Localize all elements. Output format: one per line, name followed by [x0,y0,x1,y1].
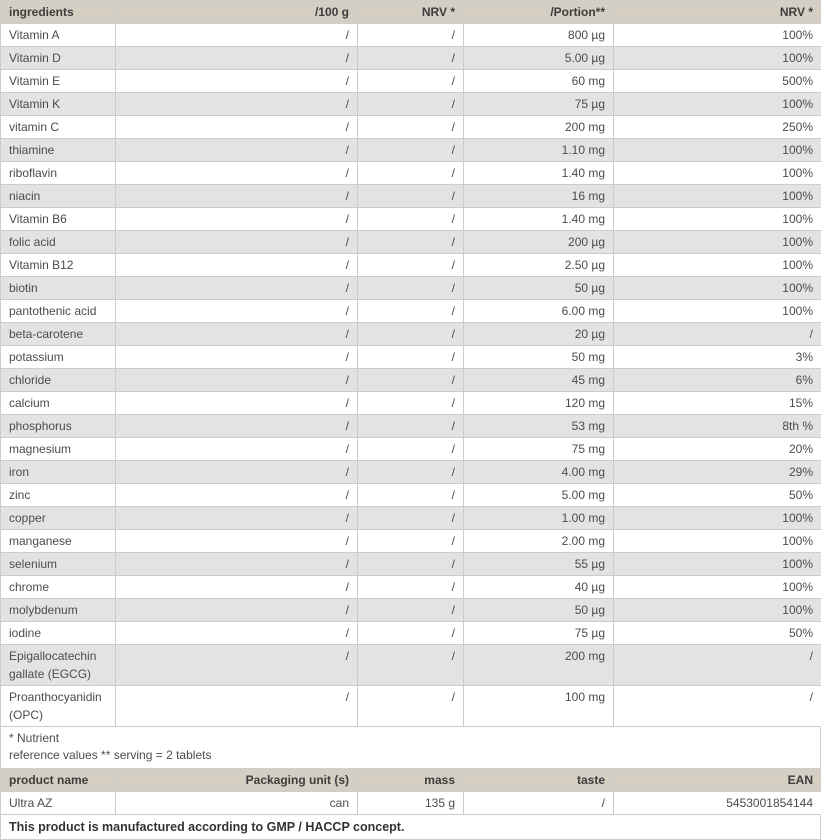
cell-nrv-100g: / [358,415,464,438]
cell-name: beta-carotene [1,323,116,346]
cell-nrv-portion: 50% [614,484,821,507]
cell-per-portion: 800 µg [464,24,614,47]
cell-nrv-100g: / [358,553,464,576]
cell-name: Vitamin K [1,93,116,116]
cell-nrv-100g: / [358,599,464,622]
cell-nrv-100g: / [358,438,464,461]
cell-name: manganese [1,530,116,553]
cell-per-100g: / [116,507,358,530]
cell-nrv-portion: 8th % [614,415,821,438]
cell-taste: / [464,792,614,815]
cell-name: iodine [1,622,116,645]
cell-per-portion: 1.40 mg [464,162,614,185]
cell-nrv-portion: 100% [614,185,821,208]
cell-per-portion: 200 µg [464,231,614,254]
cell-nrv-100g: / [358,47,464,70]
cell-name: Epigallocatechin gallate (EGCG) [1,645,116,686]
cell-name: Vitamin D [1,47,116,70]
cell-nrv-portion: 100% [614,507,821,530]
cell-name: folic acid [1,231,116,254]
cell-per-portion: 4.00 mg [464,461,614,484]
cell-nrv-100g: / [358,300,464,323]
cell-name: potassium [1,346,116,369]
cell-per-100g: / [116,346,358,369]
cell-per-100g: / [116,686,358,727]
table-row [1,530,821,553]
cell-name: chloride [1,369,116,392]
cell-per-portion: 1.10 mg [464,139,614,162]
table-row [1,599,821,622]
cell-per-100g: / [116,162,358,185]
cell-per-100g: / [116,300,358,323]
cell-name: selenium [1,553,116,576]
cell-per-portion: 100 mg [464,686,614,727]
cell-per-portion: 2.50 µg [464,254,614,277]
cell-nrv-portion: 100% [614,300,821,323]
cell-name: zinc [1,484,116,507]
manufacturing-note: This product is manufactured according to GMP / HACCP concept. [0,815,821,840]
col-header-packaging-unit: Packaging unit (s) [116,769,358,792]
cell-per-100g: / [116,231,358,254]
table-row [1,622,821,645]
cell-name: magnesium [1,438,116,461]
cell-name: Vitamin A [1,24,116,47]
table-row [1,231,821,254]
cell-nrv-portion: 100% [614,576,821,599]
cell-nrv-100g: / [358,254,464,277]
cell-name: Vitamin B6 [1,208,116,231]
cell-nrv-portion: 250% [614,116,821,139]
table-row [1,576,821,599]
table-row [1,254,821,277]
cell-nrv-portion: 50% [614,622,821,645]
cell-nrv-portion: 100% [614,530,821,553]
cell-per-portion: 45 mg [464,369,614,392]
cell-per-portion: 20 µg [464,323,614,346]
cell-nrv-100g: / [358,323,464,346]
cell-per-100g: / [116,70,358,93]
cell-per-portion: 200 mg [464,116,614,139]
cell-per-portion: 50 mg [464,346,614,369]
table-row [1,47,821,70]
cell-nrv-100g: / [358,93,464,116]
ingredients-table-header [1,1,821,24]
col-header-per-portion: /Portion** [464,1,614,24]
cell-nrv-100g: / [358,645,464,686]
cell-nrv-100g: / [358,686,464,727]
cell-name: pantothenic acid [1,300,116,323]
cell-nrv-portion: 3% [614,346,821,369]
cell-per-100g: / [116,415,358,438]
table-row [1,139,821,162]
cell-nrv-100g: / [358,231,464,254]
cell-name: thiamine [1,139,116,162]
col-header-mass: mass [358,769,464,792]
cell-per-portion: 75 mg [464,438,614,461]
table-row [1,208,821,231]
cell-nrv-portion: 100% [614,277,821,300]
cell-per-portion: 60 mg [464,70,614,93]
cell-per-portion: 1.40 mg [464,208,614,231]
cell-per-portion: 40 µg [464,576,614,599]
cell-per-portion: 6.00 mg [464,300,614,323]
cell-per-100g: / [116,185,358,208]
cell-mass: 135 g [358,792,464,815]
table-row [1,484,821,507]
cell-nrv-100g: / [358,185,464,208]
table-row [1,553,821,576]
cell-per-portion: 75 µg [464,93,614,116]
table-row [1,185,821,208]
cell-name: biotin [1,277,116,300]
cell-per-100g: / [116,576,358,599]
cell-per-100g: / [116,139,358,162]
cell-nrv-portion: 100% [614,208,821,231]
table-row [1,70,821,93]
cell-nrv-100g: / [358,392,464,415]
cell-nrv-portion: 100% [614,162,821,185]
cell-per-100g: / [116,599,358,622]
cell-per-portion: 120 mg [464,392,614,415]
cell-name: niacin [1,185,116,208]
cell-per-portion: 16 mg [464,185,614,208]
cell-per-portion: 200 mg [464,645,614,686]
cell-per-100g: / [116,323,358,346]
product-table-body [1,792,821,815]
cell-product-name: Ultra AZ [1,792,116,815]
cell-name: phosphorus [1,415,116,438]
cell-nrv-portion: 20% [614,438,821,461]
cell-ean: 5453001854144 [614,792,821,815]
table-row [1,346,821,369]
cell-per-100g: / [116,254,358,277]
table-row [1,686,821,727]
cell-nrv-100g: / [358,116,464,139]
table-row [1,277,821,300]
col-header-per-100g: /100 g [116,1,358,24]
cell-nrv-portion: 100% [614,254,821,277]
product-table [0,768,821,815]
table-row [1,392,821,415]
cell-name: calcium [1,392,116,415]
cell-per-100g: / [116,277,358,300]
cell-name: chrome [1,576,116,599]
cell-per-100g: / [116,392,358,415]
cell-per-100g: / [116,530,358,553]
cell-per-portion: 2.00 mg [464,530,614,553]
cell-per-portion: 55 µg [464,553,614,576]
header-row [1,769,821,792]
cell-nrv-100g: / [358,70,464,93]
cell-name: copper [1,507,116,530]
cell-nrv-100g: / [358,24,464,47]
cell-nrv-100g: / [358,484,464,507]
cell-name: Vitamin E [1,70,116,93]
cell-nrv-100g: / [358,461,464,484]
col-header-nrv-100g: NRV * [358,1,464,24]
cell-nrv-portion: / [614,323,821,346]
footnote [0,727,821,768]
product-table-header [1,769,821,792]
table-row [1,323,821,346]
cell-per-100g: / [116,645,358,686]
cell-per-100g: / [116,47,358,70]
cell-nrv-100g: / [358,507,464,530]
footnote-line-2: reference values ** serving = 2 tablets [9,747,812,764]
cell-name: Proanthocyanidin (OPC) [1,686,116,727]
header-row [1,1,821,24]
col-header-ean: EAN [614,769,821,792]
cell-per-portion: 50 µg [464,599,614,622]
cell-nrv-portion: 100% [614,231,821,254]
cell-nrv-portion: 29% [614,461,821,484]
cell-nrv-portion: 100% [614,139,821,162]
table-row [1,415,821,438]
cell-per-100g: / [116,484,358,507]
col-header-ingredients: ingredients [1,1,116,24]
cell-nrv-portion: / [614,645,821,686]
cell-per-100g: / [116,93,358,116]
cell-nrv-100g: / [358,139,464,162]
col-header-product-name: product name [1,769,116,792]
table-row [1,461,821,484]
cell-name: molybdenum [1,599,116,622]
col-header-nrv-portion: NRV * [614,1,821,24]
cell-per-100g: / [116,553,358,576]
table-row [1,438,821,461]
cell-per-100g: / [116,438,358,461]
cell-nrv-100g: / [358,622,464,645]
cell-nrv-portion: 100% [614,93,821,116]
cell-nrv-portion: / [614,686,821,727]
table-row [1,369,821,392]
cell-nrv-100g: / [358,346,464,369]
cell-nrv-100g: / [358,369,464,392]
ingredients-table-body [1,24,821,727]
cell-nrv-100g: / [358,208,464,231]
cell-name: Vitamin B12 [1,254,116,277]
cell-per-100g: / [116,369,358,392]
cell-nrv-portion: 100% [614,47,821,70]
cell-nrv-portion: 500% [614,70,821,93]
cell-per-portion: 1.00 mg [464,507,614,530]
table-row [1,507,821,530]
cell-nrv-100g: / [358,162,464,185]
cell-per-portion: 50 µg [464,277,614,300]
cell-name: riboflavin [1,162,116,185]
cell-name: vitamin C [1,116,116,139]
table-row [1,162,821,185]
cell-nrv-portion: 100% [614,24,821,47]
cell-packaging-unit: can [116,792,358,815]
cell-per-100g: / [116,116,358,139]
cell-nrv-100g: / [358,277,464,300]
cell-per-portion: 5.00 µg [464,47,614,70]
cell-nrv-100g: / [358,530,464,553]
table-row [1,93,821,116]
cell-per-100g: / [116,461,358,484]
cell-name: iron [1,461,116,484]
cell-per-100g: / [116,208,358,231]
table-row [1,792,821,815]
table-row [1,645,821,686]
footnote-line-1: * Nutrient [9,730,812,747]
cell-per-portion: 53 mg [464,415,614,438]
cell-per-portion: 75 µg [464,622,614,645]
table-row [1,116,821,139]
cell-nrv-100g: / [358,576,464,599]
cell-nrv-portion: 6% [614,369,821,392]
cell-per-portion: 5.00 mg [464,484,614,507]
cell-nrv-portion: 100% [614,553,821,576]
col-header-taste: taste [464,769,614,792]
cell-nrv-portion: 15% [614,392,821,415]
cell-per-100g: / [116,24,358,47]
cell-per-100g: / [116,622,358,645]
table-row [1,300,821,323]
cell-nrv-portion: 100% [614,599,821,622]
table-row [1,24,821,47]
